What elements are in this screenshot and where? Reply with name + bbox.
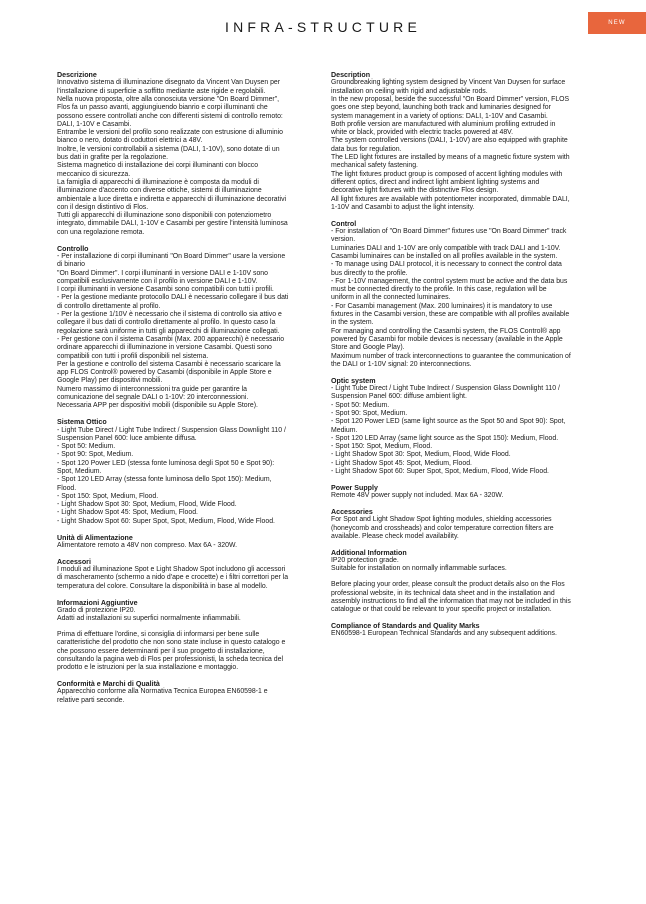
section-body: - Light Tube Direct / Light Tube Indirect / Suspension Glass Downlight 110 / Suspension Panel 600: luce ambiente diffusa. - Spot 50: Medium. - Spot 90: Spot, Medium. - Spot 120 Power LED (stessa fonte luminosa degli Spot 50 e Spot 90): Spot, Medium. - Spot 120 LED Array (stessa fonte luminosa dello Spot 150): Medium, Flood. - Spot 150: Spot, Medium, Flood. - Light Shadow Spot 30: Spot, Medium, Flood, Wide Flood. - Light Shadow Spot 45: Spot, Medium, Flood. - Light Shadow Spot 60: Super Spot, Spot, Medium, Flood, Wide Flood.	[57, 426, 286, 525]
section-body: - Light Tube Direct / Light Tube Indirect / Suspension Glass Downlight 110 / Suspension Panel 600: diffuse ambient light. - Spot 50: Medium. - Spot 90: Spot, Medium. - Spot 120 Power LED (same light source as the Spot 50 and Spot 90): Spot, Medium. - Spot 120 LED Array (same light source as the Spot 150): Medium, Flood. - Spot 150: Spot, Medium, Flood. - Light Shadow Spot 30: Spot, Medium, Flood, Wide Flood. - Light Shadow Spot 45: Spot, Medium, Flood. - Light Shadow Spot 60: Super Spot, Spot, Medium, Flood, Wide Flood.	[331, 385, 566, 475]
section-compliance	[331, 622, 571, 639]
section-description	[331, 71, 571, 212]
section-conformita	[57, 680, 289, 705]
section-body: Groundbreaking lighting system designed by Vincent Van Duysen for surface installation on ceiling with rigid and adjustable rods. In the new proposal, beside the successful "On Board Dimmer" version, FLOS goes one step beyond, launching both track and luminaries designed for system management in a variety of options: DALI, 1-10V and Casambi. Both profile version are manufactured with aluminium profiling extruded in white or black, provided with electric tracks powered at 48V. The system controlled versions (DALI, 1-10V) are also equipped with graphite data bus for regulation. The LED light fixtures are installed by means of a magnetic fixture system with mechanical safety fastening. The light fixtures product group is composed of accent lighting modules with different optics, direct and indirect light ambient lighting systems and decorative light fixtures with the distinctive Flos design. All light fixtures are available with potentiometer incorporated, dimmable DALI, 1-10V and Casambi to adjust the light intensity.	[331, 79, 570, 211]
section-body: Innovativo sistema di illuminazione disegnato da Vincent Van Duysen per l'installazione di superficie a soffitto mediante aste rigide e regolabili. Nella nuova proposta, oltre alla conosciuta versione "On Board Dimmer", Flos fa un passo avanti, aggiungiuendo bianrio e corpi illuminanti che possono essere controllati anche con differenti sistemi di controllo remoto: DALI, 1-10V e Casambi. Entrambe le versioni del profilo sono realizzate con estrusione di alluminio bianco o nero, dotato di coduttori elettrici a 48V. Inoltre, le versioni controllabili a sistema (DALI, 1-10V), sono dotate di un bus dati in grafite per la regolazione. Sistema magnetico di installazione dei corpi illuminanti con blocco meccanico di sicurezza. La famiglia di apparecchi di illuminazione è composta da moduli di illuminazione d'accento con diverse ottiche, sistemi di illuminazione ambientale a luce diretta e indiretta e apparecchi di illuminazione decorativi con il design distintivo di Flos. Tutti gli apparecchi di illuminazione sono disponibili con potenziometro integrato, dimmabile DALI, 1-10V e Casambi per gestire l'intensità luminosa con una regolazione remota.	[57, 79, 288, 236]
notice-text: Before placing your order, please consult the product details also on the Flos professional website, in its technical data sheet and in the installation and assembly instructions to find all the information that may not be included in this catalogue or that could be relevant to your specific project or installation.	[331, 581, 571, 614]
italian-column	[57, 71, 289, 713]
section-body: Remote 48V power supply not included. Max 6A - 320W.	[331, 492, 504, 500]
section-body: Alimentatore remoto a 48V non compreso. Max 6A - 320W.	[57, 541, 238, 549]
notice-text: Prima di effettuare l'ordine, si consiglia di informarsi per bene sulle caratteristiche del prodotto che non sono state incluse in questo catalogo e che possono essere determinanti per il suo progetto di installazione, consultando la pagina web di Flos per professionisti, la scheda tecnica del prodotto e le istruzioni per la sua installazione e montaggio.	[57, 631, 286, 672]
section-body: EN60598-1 European Technical Standards and any subsequent additions.	[331, 630, 557, 638]
section-body: I moduli ad illuminazione Spot e Light Shadow Spot includono gli accessori di mascheramento (schermo a nido d'ape e crocette) e i filtri correttori per la temperatura del colore. Consultare la disponibilità in base al modello.	[57, 566, 289, 590]
section-heading: Conformità e Marchi di Qualità	[57, 680, 160, 689]
section-heading: Informazioni Aggiuntive	[57, 598, 138, 607]
section-heading: Controllo	[57, 244, 89, 253]
page-title: INFRA-STRUCTURE	[225, 19, 421, 35]
new-badge: NEW	[588, 12, 646, 34]
section-heading: Unità di Alimentazione	[57, 533, 133, 542]
section-heading: Accessori	[57, 557, 91, 566]
section-power-supply	[331, 484, 571, 501]
section-heading: Descrizione	[57, 71, 97, 79]
section-body: For Spot and Light Shadow Spot lighting modules, shielding accessories (honeycomb and crossheads) and color temperature correction filters are available. Please check model availability.	[331, 516, 554, 540]
section-heading: Sistema Ottico	[57, 418, 107, 427]
section-heading: Power Supply	[331, 483, 378, 492]
order-notice	[331, 581, 571, 614]
section-heading: Control	[331, 219, 357, 228]
section-body: IP20 protection grade. Suitable for installation on normally inflammable surfaces.	[331, 557, 507, 573]
section-sistema-ottico	[57, 418, 289, 526]
order-notice	[57, 631, 289, 672]
section-descrizione	[57, 71, 289, 237]
section-body: - For installation of "On Board Dimmer" fixtures use "On Board Dimmer" track version. Luminaries DALI and 1-10V are only compatible with track DALI and 1-10V. Casambi luminaires can be installed on all profiles available in the system. - To manage using DALI protocol, it is necessary to connect the control data bus directly to the profile. - For 1-10V management, the control system must be active and the data bus must be connected directly to the profile. In this case, regulation will be uniform in all the connected luminaires. - For Casambi management (Max. 200 luminaires) it is mandatory to use fixtures in the Casambi version, these are compatible with all profiles available in the system. For managing and controlling the Casambi system, the FLOS Control® app powered by Casambi for mobile devices is necessary (available in the Apple Store and Google Play). Maximum number of track interconnections to guarantee the communication of the DALI or 1-10V signal: 20 interconnections.	[331, 228, 571, 368]
section-informazioni	[57, 599, 289, 624]
section-body: Grado di protezione IP20. Adatti ad installazioni su superfici normalmente infiammabili.	[57, 606, 241, 623]
section-optic-system	[331, 377, 571, 477]
section-heading: Description	[331, 71, 371, 79]
section-additional-information	[331, 549, 571, 574]
section-heading: Additional Information	[331, 548, 407, 557]
section-heading: Accessories	[331, 507, 373, 516]
section-alimentazione	[57, 534, 289, 551]
section-accessori	[57, 558, 289, 591]
section-accessories	[331, 508, 571, 541]
english-column	[331, 71, 571, 646]
section-body: - Per installazione di corpi illuminanti "On Board Dimmer" usare la versione di binario "On Board Dimmer". I corpi illuminanti in versione DALI e 1-10V sono compatibili esclusivamente con il profilo in versione DALI e 1-10V. I corpi illuminanti in versione Casambi sono compatibili con tutti i profili. - Per la gestione mediante protocollo DALI è necessario collegare il bus dati di controllo direttamente al profilo. - Per la gestione 1/10V è necessario che il sistema di controllo sia attivo e collegare il bus dati di controllo direttamente al profilo. In questo caso la regolazione sarà uniforme in tutti gli apparecchi di illuminazione collegati. - Per gestione con il sistema Casambi (Max. 200 apparecchi) è necessario ordinare apparecchi di illuminazione in versione Casambi. Questi sono compatibili con tutti i profili disponibili nel sistema. Per la gestione e controllo del sistema Casambi è necessario scaricare la app FLOS Control® powered by Casambi (disponibile in Apple Store e Google Play) per dispositivi mobili. Numero massimo di interconnessioni tra guide per garantire la comunicazione del segnale DALI o 1-10V: 20 interconnessioni. Necessaria APP per dispositivi mobili (disponibile su Apple Store).	[57, 252, 289, 410]
section-heading: Optic system	[331, 376, 376, 385]
section-heading: Compliance of Standards and Quality Marks	[331, 621, 480, 630]
section-controllo	[57, 245, 289, 411]
section-control	[331, 220, 571, 369]
section-body: Apparecchio conforme alla Normativa Tecnica Europea EN60598-1 e relative parti seconde.	[57, 688, 268, 704]
